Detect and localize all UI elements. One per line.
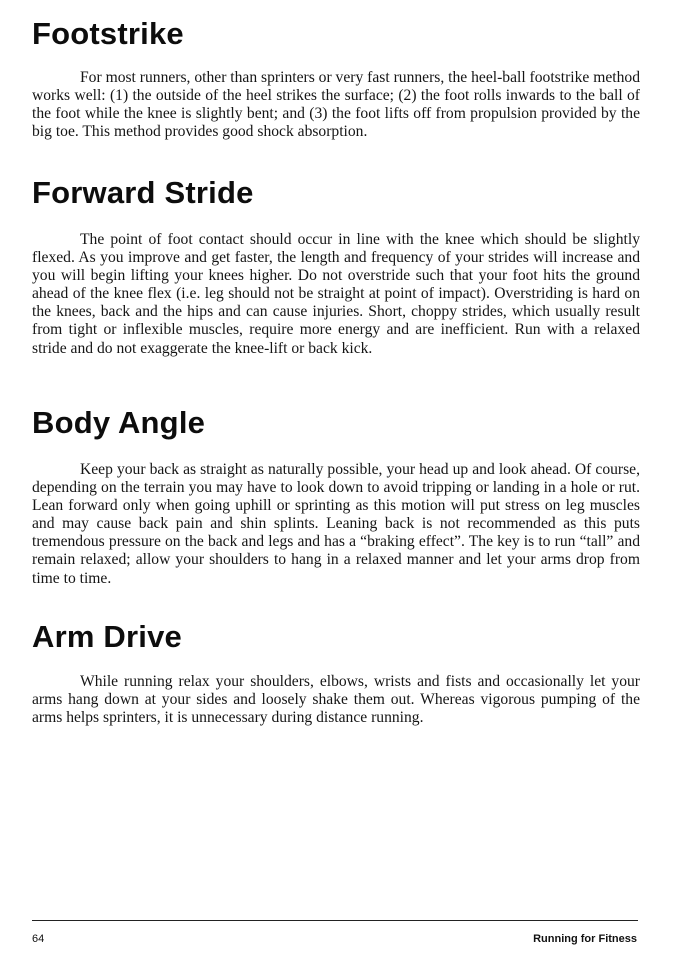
page-number: 64: [32, 933, 45, 945]
section-heading: Forward Stride: [32, 175, 254, 210]
running-title: Running for Fitness: [533, 933, 637, 945]
footer-divider: [32, 920, 638, 921]
section-footstrike: [32, 16, 640, 141]
section-paragraph: The point of foot contact should occur in line with the knee which should be slightly flexed. As you improve and get faster, the length and frequency of your strides will increase and you will begin lifting your knees higher. Do not overstride such that your foot hits the ground ahead of the knee flex (i.e. leg should not be straight at point of impact). Overstriding is hard on the knees, back and the hips and can cause injuries. Short, choppy strides, which usually result from tight or inflexible muscles, require more energy and are inefficient. Run with a relaxed stride and do not exaggerate the knee-lift or back kick.: [32, 231, 640, 357]
section-forward-stride: [32, 175, 640, 358]
section-paragraph: Keep your back as straight as naturally possible, your head up and look ahead. Of course, depending on the terrain you may have to look down to avoid tripping or landing in a hole or rut. Lean forward only when going uphill or sprinting as this motion will put stress on leg muscles and may cause back pain and shin splints. Leaning back is not recommended as this puts tremendous pressure on the back and legs and has a “braking effect”. The key is to run “tall” and remain relaxed; allow your shoulders to hang in a relaxed manner and let your arms drop from time to time.: [32, 461, 640, 587]
section-heading: Body Angle: [32, 405, 206, 440]
section-paragraph: While running relax your shoulders, elbows, wrists and fists and occasionally let your arms hang down at your sides and loosely shake them out. Whereas vigorous pumping of the arms helps sprinters, it is unnecessary during distance running.: [32, 673, 640, 727]
section-body-angle: [32, 405, 640, 588]
section-arm-drive: [32, 619, 640, 727]
section-heading: Arm Drive: [32, 619, 182, 654]
section-paragraph: For most runners, other than sprinters or very fast runners, the heel-ball footstrike method works well: (1) the outside of the heel strikes the surface; (2) the foot rolls inwards to the ball of the foot while the knee is slightly bent; and (3) the foot lifts off from propulsion provided by the big toe. This method provides good shock absorption.: [32, 69, 640, 141]
section-heading: Footstrike: [32, 16, 184, 51]
